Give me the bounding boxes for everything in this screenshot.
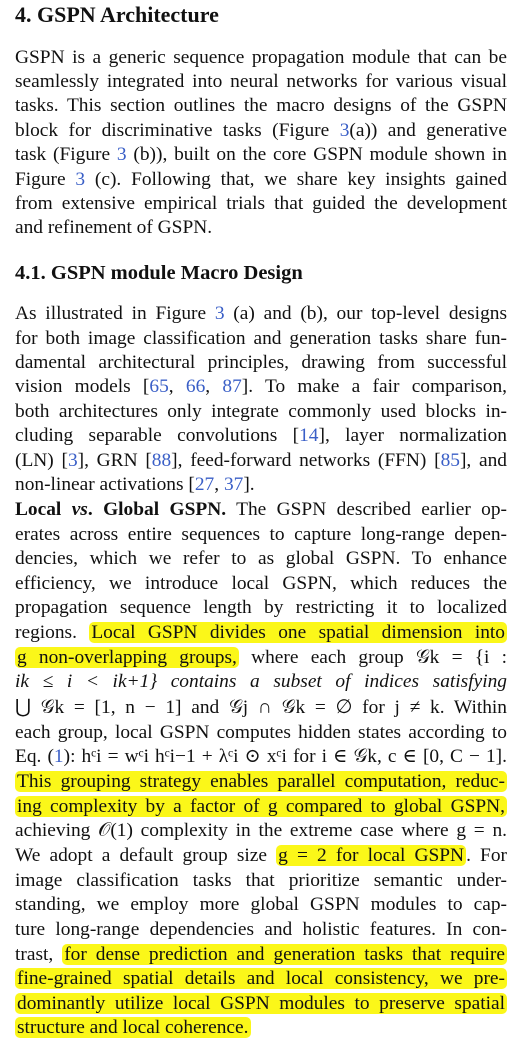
text-line: and refinement of GSPN. [15,217,213,238]
citation-link[interactable]: 66 [185,376,206,397]
citation-link[interactable]: 3 [67,450,78,471]
text-line: Local vs. Global GSPN. The GSPN described earlier op- [15,499,508,520]
equation-ref-link[interactable]: 1 [53,746,64,767]
text-line [15,992,507,1016]
highlight: Local GSPN divides one spatial dimension into [91,622,505,643]
text-line: ture long-range dependencies and holistic features. In con- [15,919,507,940]
math-line: ⋃ 𝒢k = [1, n − 1] and 𝒢j ∩ 𝒢k = ∅ for j ≠ k. Within [15,697,507,718]
text-line: cluding separable convolutions [14], layer normalization [15,425,507,446]
highlight: for dense prediction and generation tasks that require [64,944,505,965]
text-line: As illustrated in Figure 3 (a) and (b), our top-level designs [15,303,508,324]
highlight: structure and local coherence. [17,1017,249,1038]
text-line: seamlessly integrated into neural networks for various visual [15,71,507,92]
text-line: erates across entire sequences to capture long-range depen- [15,524,507,545]
text-line: Eq. (1): hᶜi = wᶜi hᶜi−1 + λᶜi ⊙ xᶜi for i ∈ 𝒢k, c ∈ [0, C − 1]. [15,746,507,767]
text-line: GSPN is a generic sequence propagation module that can be [15,47,507,68]
text-line [15,770,507,794]
text-line: from extensive empirical trials that guided the development [15,193,507,214]
text-line: vision models [65, 66, 87]. To make a fair comparison, [15,376,508,397]
text-line: regions. Local GSPN divides one spatial dimension into [15,622,505,643]
citation-link[interactable]: 27 [194,474,215,495]
text-line: achieving 𝒪(1) complexity in the extreme case where g = n. [15,820,507,841]
text-line: non-linear activations [27, 37]. [15,474,255,495]
text-line: for both image classification and generation tasks share fun- [15,328,507,349]
text-line: task (Figure 3 (b)), built on the core GSPN module shown in [15,144,508,165]
citation-link[interactable]: 37 [223,474,244,495]
subsection-title: 4.1. GSPN module Macro Design [15,262,303,284]
text-line: g non-overlapping groups, where each group 𝒢k = {i : [17,647,507,668]
highlight: This grouping strategy enables parallel computation, reduc- [17,771,505,792]
text-line: block for discriminative tasks (Figure 3(a)) and generative [15,120,507,141]
text-line: (LN) [3], GRN [88], feed-forward networks (FFN) [85], and [15,450,507,471]
citation-link[interactable]: 65 [149,376,169,397]
highlight: dominantly utilize local GSPN modules to preserve spatial [17,993,505,1014]
citation-link[interactable]: 87 [222,376,242,397]
text-line: standing, we employ more global GSPN modules to cap- [15,894,507,915]
text-line [15,967,507,991]
figure-ref-link[interactable]: 3 [214,303,225,324]
citation-link[interactable]: 85 [440,450,460,471]
text-line: both architectures only integrate commonly used blocks in- [15,401,507,422]
text-line: efficiency, we introduce local GSPN, which reduces the [15,573,507,594]
highlight: g non-overlapping groups, [17,647,237,668]
text-line: tasks. This section outlines the macro designs of the GSPN [15,95,507,116]
text-line: dencies, which we refer to as global GSPN. To enhance [15,548,507,569]
text-line: propagation sequence length by restricting it to localized [15,597,507,618]
text-line: each group, local GSPN computes hidden states according to [15,722,507,743]
citation-link[interactable]: 14 [299,425,319,446]
figure-ref-link[interactable]: 3 [339,120,350,141]
text-line: We adopt a default group size g = 2 for local GSPN . For [15,845,507,866]
text-line: damental architectural principles, drawing from successful [15,352,507,373]
text-line: Figure 3 (c). Following that, we share key insights gained [15,169,507,190]
section-title: 4. GSPN Architecture [15,2,219,27]
text-line [15,1016,507,1040]
text-line [15,795,507,819]
math-line: ik ≤ i < ik+1} contains a subset of indices satisfying [15,671,507,692]
highlight: ing complexity by a factor of g compared to global GSPN, [17,796,505,817]
text-line: trast, for dense prediction and generation tasks that require [15,944,505,965]
text-line: image classification tasks that prioritize semantic under- [15,870,507,891]
paragraph-run-in-heading: Local vs. Global GSPN. [15,499,227,520]
figure-ref-link[interactable]: 3 [75,169,86,190]
citation-link[interactable]: 88 [151,450,172,471]
figure-ref-link[interactable]: 3 [116,144,127,165]
highlight: g = 2 for local GSPN [278,845,465,866]
highlight: fine-grained spatial details and local consistency, we pre- [17,968,505,989]
